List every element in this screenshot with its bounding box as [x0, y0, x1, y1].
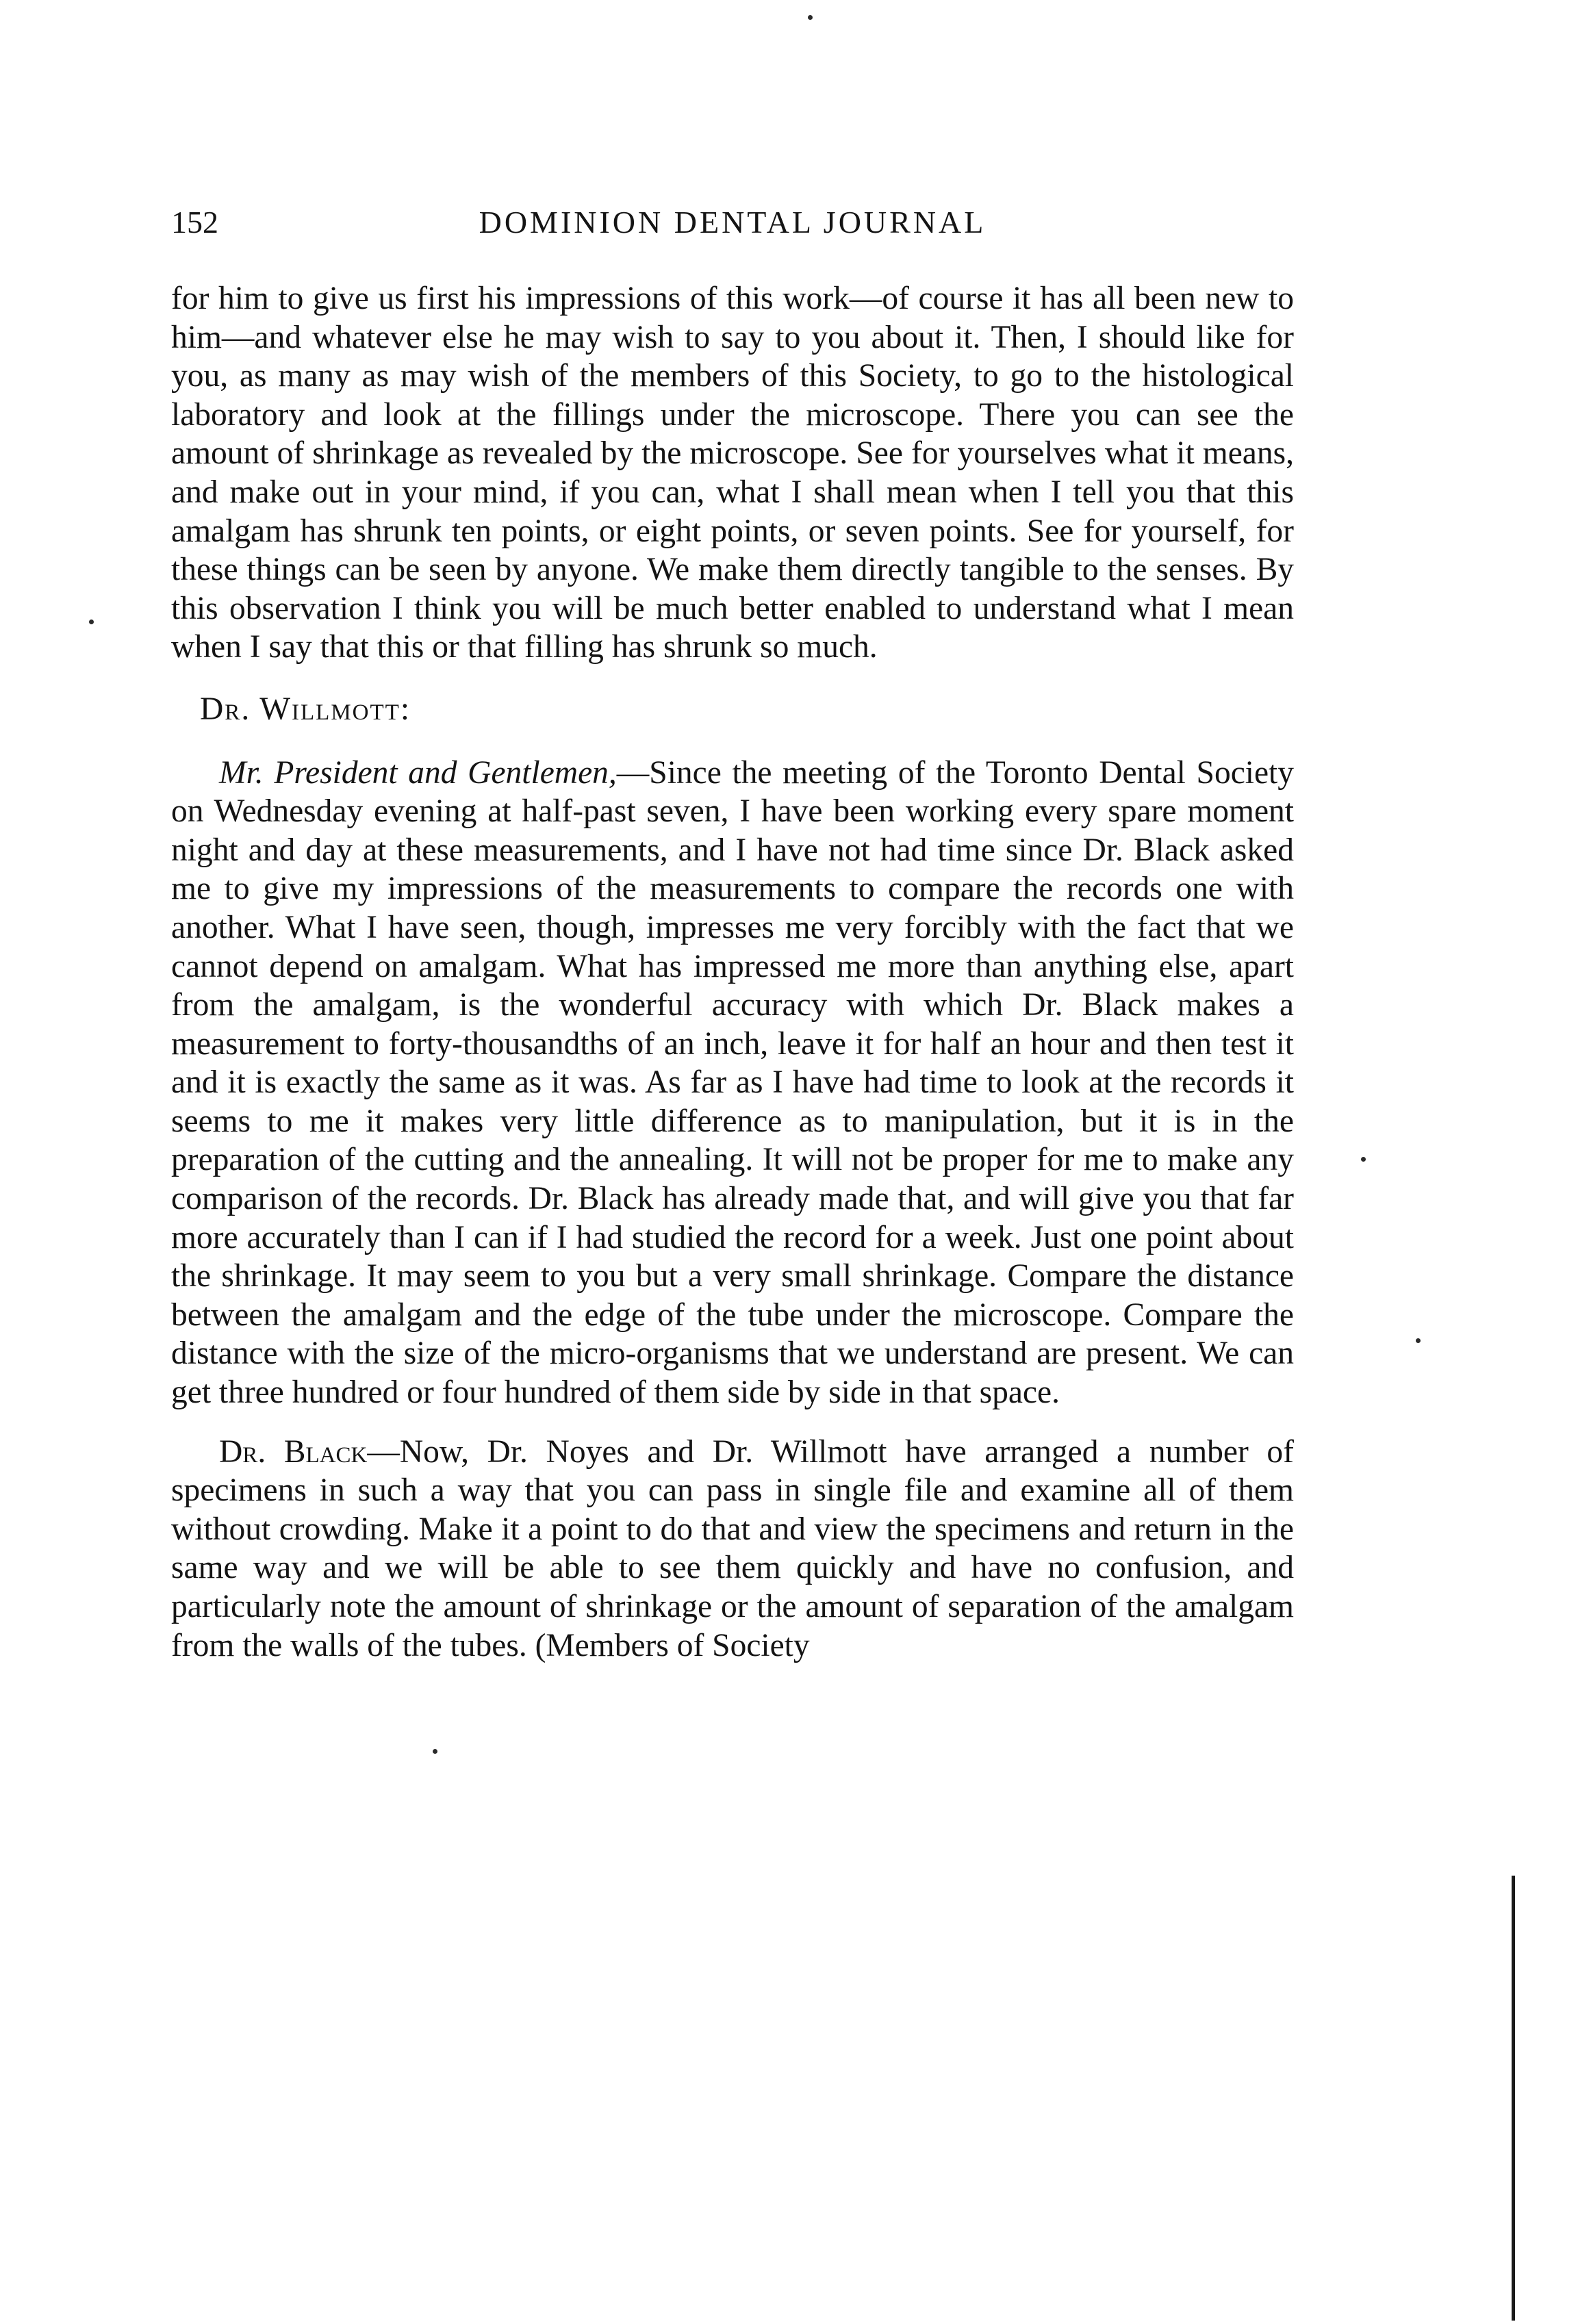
scan-speck: [433, 1749, 437, 1754]
speaker-black: Dr. Black: [219, 1433, 368, 1470]
paragraph-willmott: [171, 754, 1294, 1412]
paragraph-black-text: —Now, Dr. Noyes and Dr. Willmott have arranged a number of specimens in such a way that you can pass in single file and examine all of them without crowding. Make it a point to do that and view the specimens and return in the same way and we will be able to see them quickly and have no confusion, and particularly note the amount of shrinkage or the amount of separation of the amalgam from the walls of the tubes. (Members of Society: [171, 1433, 1295, 1663]
paragraph-continued: for him to give us first his impressions of this work—of course it has all been new to him—and whatever else he may wish to say to you about it. Then, I should like for you, as many as may wish of the members of this Society, to go to the histological laboratory and look at the fillings under the microscope. There you can see the amount of shrinkage as revealed by the microscope. See for yourselves what it means, and make out in your mind, if you can, what I shall mean when I tell you that this amalgam has shrunk ten points, or eight points, or seven points. See for yourself, for these things can be seen by anyone. We make them directly tangible to the senses. By this observation I think you will be much better enabled to understand what I mean when I say that this or that filling has shrunk so much.: [171, 281, 1294, 665]
running-title: DOMINION DENTAL JOURNAL: [479, 205, 987, 240]
margin-rule: [1512, 1876, 1515, 2321]
scan-speck: [1361, 1157, 1366, 1162]
paragraph-willmott-text: —Since the meeting of the Toronto Dental Society on Wednesday evening at half-past seven, I have been working every spare moment night and day at these measurements, and I have not had time since Dr. Black asked me to give my impressions of the measurements to compare the records one with another. What I have seen, though, impresses me very forcibly with the fact that we cannot depend on amalgam. What has impressed me more than anything else, apart from the amalgam, is the wonderful accuracy with which Dr. Black makes a measurement to forty-thousandths of an inch, leave it for half an hour and then test it and it is exactly the same as it was. As far as I have had time to look at the records it seems to me it makes very little difference as to manipulation, but it is in the preparation of the cutting and the annealing. It will not be proper for me to make any comparison of the records. Dr. Black has already made that, and will give you that far more accurately than I can if I had studied the record for a week. Just one point about the shrinkage. It may seem to you but a very small shrinkage. Compare the distance between the amalgam and the edge of the tube under the microscope. Compare the distance with the size of the micro-organisms that we understand are present. We can get three hundred or four hundred of them side by side in that space.: [171, 754, 1294, 1411]
salutation: Mr. President and Gentlemen,: [219, 754, 617, 791]
scan-speck: [1416, 1338, 1421, 1343]
scan-speck: [89, 620, 94, 624]
speaker-heading: Dr. Willmott:: [200, 691, 411, 727]
journal-page: [171, 199, 1294, 1665]
page-header: [171, 199, 1294, 246]
scan-speck: [808, 15, 813, 20]
paragraph-black: [171, 1433, 1294, 1665]
page-number: 152: [171, 205, 218, 240]
